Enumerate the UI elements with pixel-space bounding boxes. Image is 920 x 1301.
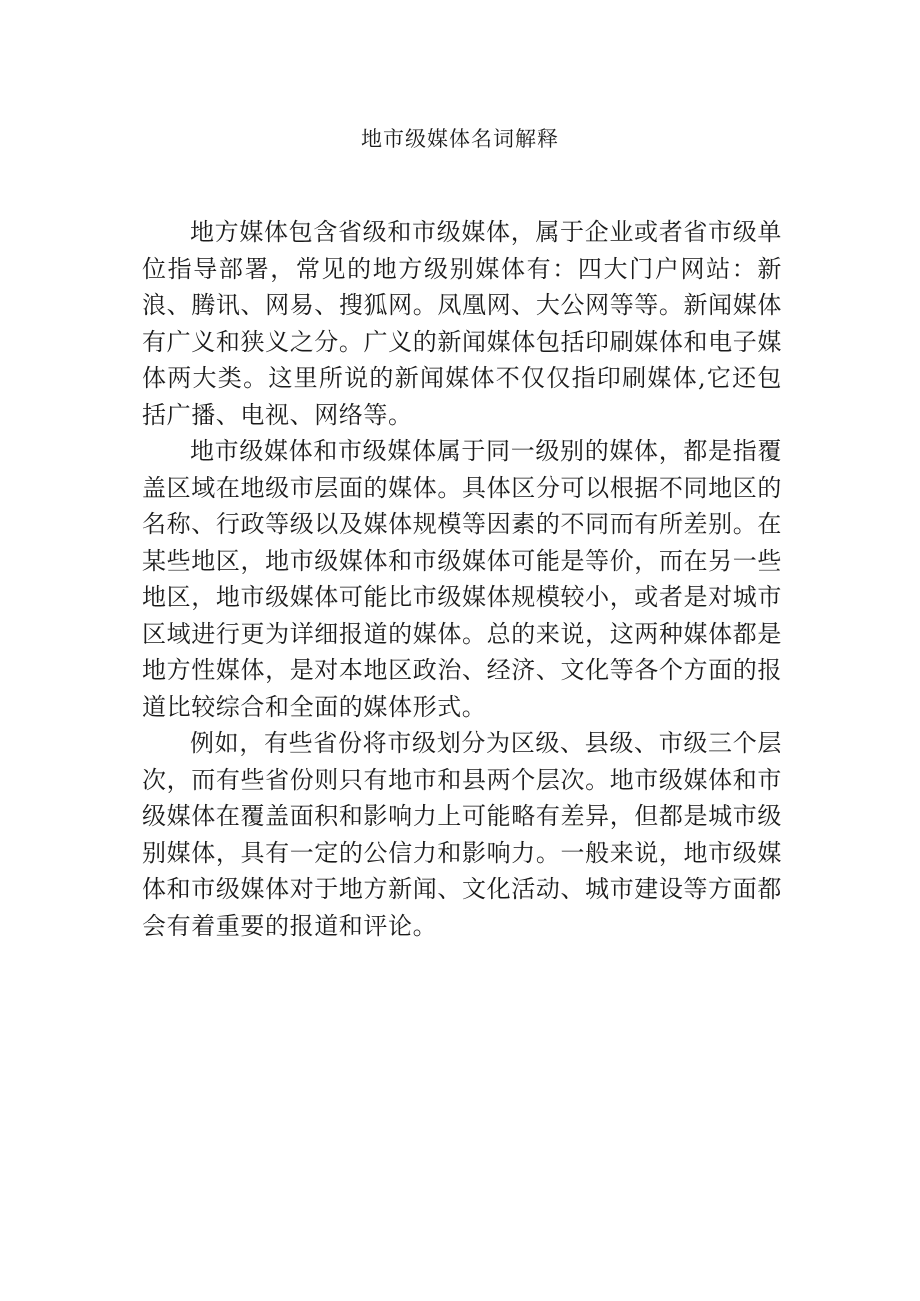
paragraph-2: 地市级媒体和市级媒体属于同一级别的媒体，都是指覆盖区域在地级市层面的媒体。具体区分可以根据不同地区的名称、行政等级以及媒体规模等因素的不同而有所差别。在某些地区，地市级媒体和市级媒体可能是等价，而在另一些地区，地市级媒体可能比市级媒体规模较小，或者是对城市区域进行更为详细报道的媒体。总的来说，这两种媒体都是地方性媒体，是对本地区政治、经济、文化等各个方面的报道比较综合和全面的媒体形式。 [142, 437, 782, 721]
paragraph-1: 地方媒体包含省级和市级媒体，属于企业或者省市级单位指导部署，常见的地方级别媒体有：四大门户网站：新浪、腾讯、网易、搜狐网。凤凰网、大公网等等。新闻媒体有广义和狭义之分。广义的新闻媒体包括印刷媒体和电子媒体两大类。这里所说的新闻媒体不仅仅指印刷媒体,它还包括广播、电视、网络等。 [142, 218, 782, 429]
document-title: 地市级媒体名词解释 [361, 127, 559, 151]
paragraph-3: 例如，有些省份将市级划分为区级、县级、市级三个层次，而有些省份则只有地市和县两个层次。地市级媒体和市级媒体在覆盖面积和影响力上可能略有差异，但都是城市级别媒体，具有一定的公信力和影响力。一般来说，地市级媒体和市级媒体对于地方新闻、文化活动、城市建设等方面都会有着重要的报道和评论。 [142, 729, 782, 940]
document-body [142, 214, 782, 944]
